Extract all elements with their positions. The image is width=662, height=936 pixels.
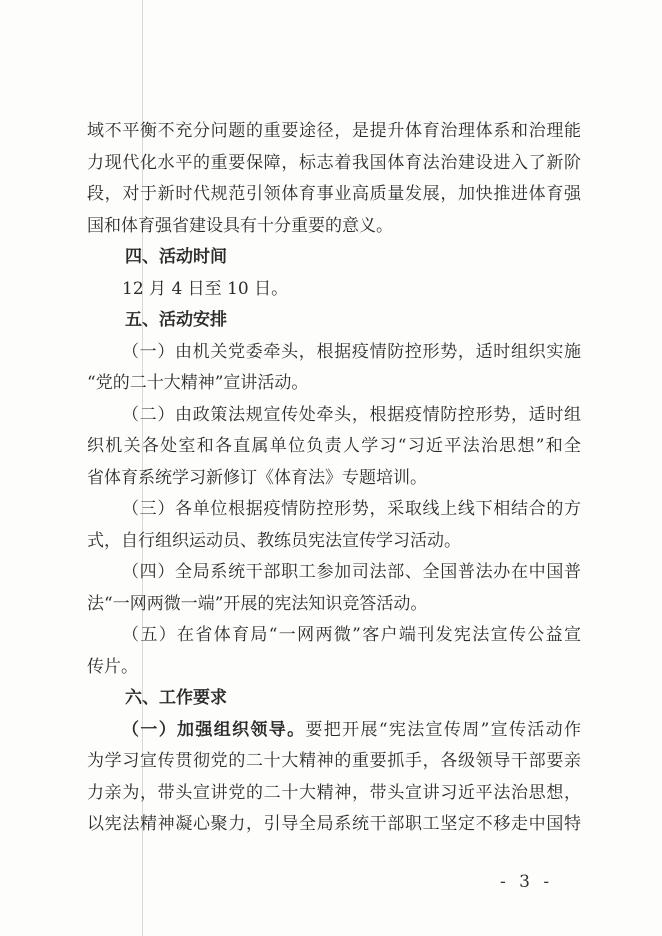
page-number: - 3 - xyxy=(500,872,554,892)
document-body xyxy=(87,116,581,841)
paragraph-line: （五）在省体育局“一网两微”客户端刊发宪法宣传公益宣 xyxy=(122,625,581,645)
paragraph-line: 以宪法精神凝心聚力，引导全局系统干部职工坚定不移走中国特 xyxy=(87,814,581,834)
section-heading-work-requirements: 六、工作要求 xyxy=(125,688,227,708)
paragraph-line: （一）由机关党委牵头，根据疫情防控形势，适时组织实施 xyxy=(122,341,581,362)
paragraph-line: “党的二十大精神”宣讲活动。 xyxy=(87,373,309,393)
paragraph-line: 传片。 xyxy=(87,656,138,677)
paragraph-line: 力亲为，带头宣讲党的二十大精神，带头宣讲习近平法治思想， xyxy=(87,782,581,803)
section-heading-activity-time: 四、活动时间 xyxy=(125,247,227,267)
paragraph-line: 法“一网两微一端”开展的宪法知识竞答活动。 xyxy=(87,593,428,614)
paragraph-line: （四）全局系统干部职工参加司法部、全国普法办在中国普 xyxy=(122,562,581,582)
paragraph-line xyxy=(87,715,581,747)
paragraph-line: 为学习宣传贯彻党的二十大精神的重要抓手，各级领导干部要亲 xyxy=(87,751,581,771)
paragraph-line: 式，自行组织运动员、教练员宪法宣传学习活动。 xyxy=(87,530,461,551)
paragraph-line: 织机关各处室和各直属单位负责人学习“习近平法治思想”和全 xyxy=(87,436,581,456)
paragraph-line: 力现代化水平的重要保障，标志着我国体育法治建设进入了新阶 xyxy=(87,152,581,173)
activity-date: 12 月 4 日至 10 日。 xyxy=(122,278,289,299)
paragraph-line: （三）各单位根据疫情防控形势，采取线上线下相结合的方 xyxy=(122,499,581,519)
section-heading-activity-arrangement: 五、活动安排 xyxy=(125,310,227,330)
paragraph-line: 域不平衡不充分问题的重要途径，是提升体育治理体系和治理能 xyxy=(87,121,581,141)
paragraph-line: 省体育系统学习新修订《体育法》专题培训。 xyxy=(87,467,427,488)
paragraph-text: 要把开展“宪法宣传周”宣传活动作 xyxy=(305,719,581,740)
paragraph-line: 段，对于新时代规范引领体育事业高质量发展，加快推进体育强 xyxy=(87,184,581,204)
subheading-strengthen-leadership: （一）加强组织领导。 xyxy=(122,719,306,740)
paragraph-line: 国和体育强省建设具有十分重要的意义。 xyxy=(87,215,393,236)
paragraph-line: （二）由政策法规宣传处牵头，根据疫情防控形势，适时组 xyxy=(122,404,581,425)
